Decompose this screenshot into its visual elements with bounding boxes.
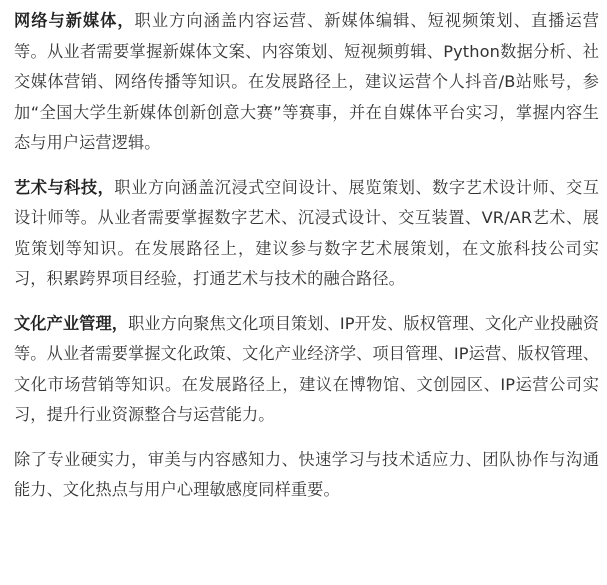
paragraph-heading: 艺术与科技， [14, 177, 115, 197]
paragraph-art-tech [14, 173, 599, 295]
paragraph-heading: 网络与新媒体， [14, 11, 135, 30]
paragraph-heading: 文化产业管理， [14, 313, 129, 333]
paragraph-soft-skills [14, 445, 599, 506]
paragraph-text: 除了专业硬实力，审美与内容感知力、快速学习与技术适应力、团队协作与沟通能力、文化热点与用户心理敏感度同样重要。 [14, 449, 599, 499]
paragraph-text: 职业方向涵盖内容运营、新媒体编辑、短视频策划、直播运营等。从业者需要掌握新媒体文案、内容策划、短视频剪辑、Python数据分析、社交媒体营销、网络传播等知识。在发展路径上，建议运营个人抖音/B站账号，参加“全国大学生新媒体创新创意大赛”等赛事，并在自媒体平台实习，掌握内容生态与用户运营逻辑。 [14, 11, 599, 152]
paragraph-text: 职业方向聚焦文化项目策划、IP开发、版权管理、文化产业投融资等。从业者需要掌握文化政策、文化产业经济学、项目管理、IP运营、版权管理、文化市场营销等知识。在发展路径上，建议在博物馆、文创园区、IP运营公司实习，提升行业资源整合与运营能力。 [14, 313, 599, 424]
paragraph-culture-industry [14, 309, 599, 431]
paragraph-text: 职业方向涵盖沉浸式空间设计、展览策划、数字艺术设计师、交互设计师等。从业者需要掌握数字艺术、沉浸式设计、交互装置、VR/AR艺术、展览策划等知识。在发展路径上，建议参与数字艺术展策划，在文旅科技公司实习，积累跨界项目经验，打通艺术与技术的融合路径。 [14, 177, 599, 288]
paragraph-new-media [14, 6, 599, 159]
